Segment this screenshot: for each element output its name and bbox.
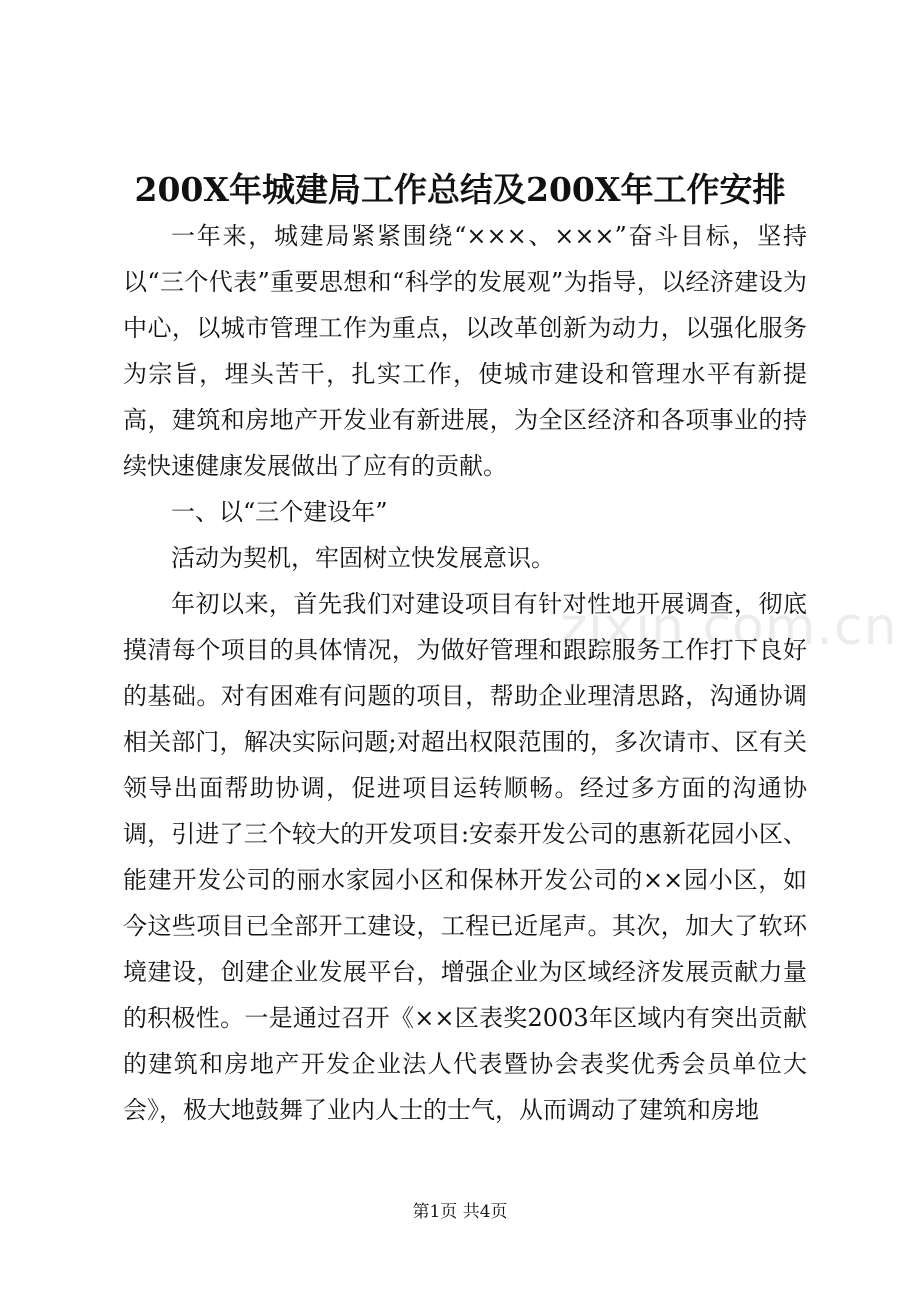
section-heading-1: 一、以“三个建设年” <box>171 498 388 526</box>
document-title: 200X年城建局工作总结及200X年工作安排 <box>134 170 786 209</box>
paragraph-body: 年初以来，首先我们对建设项目有针对性地开展调查，彻底摸清每个项目的具体情况，为做好管理和跟踪服务工作打下良好的基础。对有困难有问题的项目，帮助企业理清思路，沟通协调相关部门，解决实际问题;对超出权限范围的，多次请市、区有关领导出面帮助协调，促进项目运转顺畅。经过多方面的沟通协调，引进了三个较大的开发项目:安泰开发公司的惠新花园小区、能建开发公司的丽水家园小区和保林开发公司的××园小区，如今这些项目已全部开工建设，工程已近尾声。其次，加大了软环境建设，创建企业发展平台，增强企业为区域经济发展贡献力量的积极性。一是通过召开《××区表奖2003年区域内有突出贡献的建筑和房地产开发企业法人代表暨协会表奖优秀会员单位大会》，极大地鼓舞了业内人士的士气，从而调动了建筑和房地 <box>123 590 807 1124</box>
page-footer: 第1页 共4页 <box>412 1202 508 1222</box>
document-body <box>123 213 807 1133</box>
section-heading-1-continued: 活动为契机，牢固树立快发展意识。 <box>171 544 555 572</box>
paragraph-intro: 一年来，城建局紧紧围绕“×××、×××”奋斗目标，坚持以“三个代表”重要思想和“科学的发展观”为指导，以经济建设为中心，以城市管理工作为重点，以改革创新为动力，以强化服务为宗旨，埋头苦干，扎实工作，使城市建设和管理水平有新提高，建筑和房地产开发业有新进展，为全区经济和各项事业的持续快速健康发展做出了应有的贡献。 <box>123 222 807 480</box>
watermark: zixin.com.cn <box>560 597 898 657</box>
